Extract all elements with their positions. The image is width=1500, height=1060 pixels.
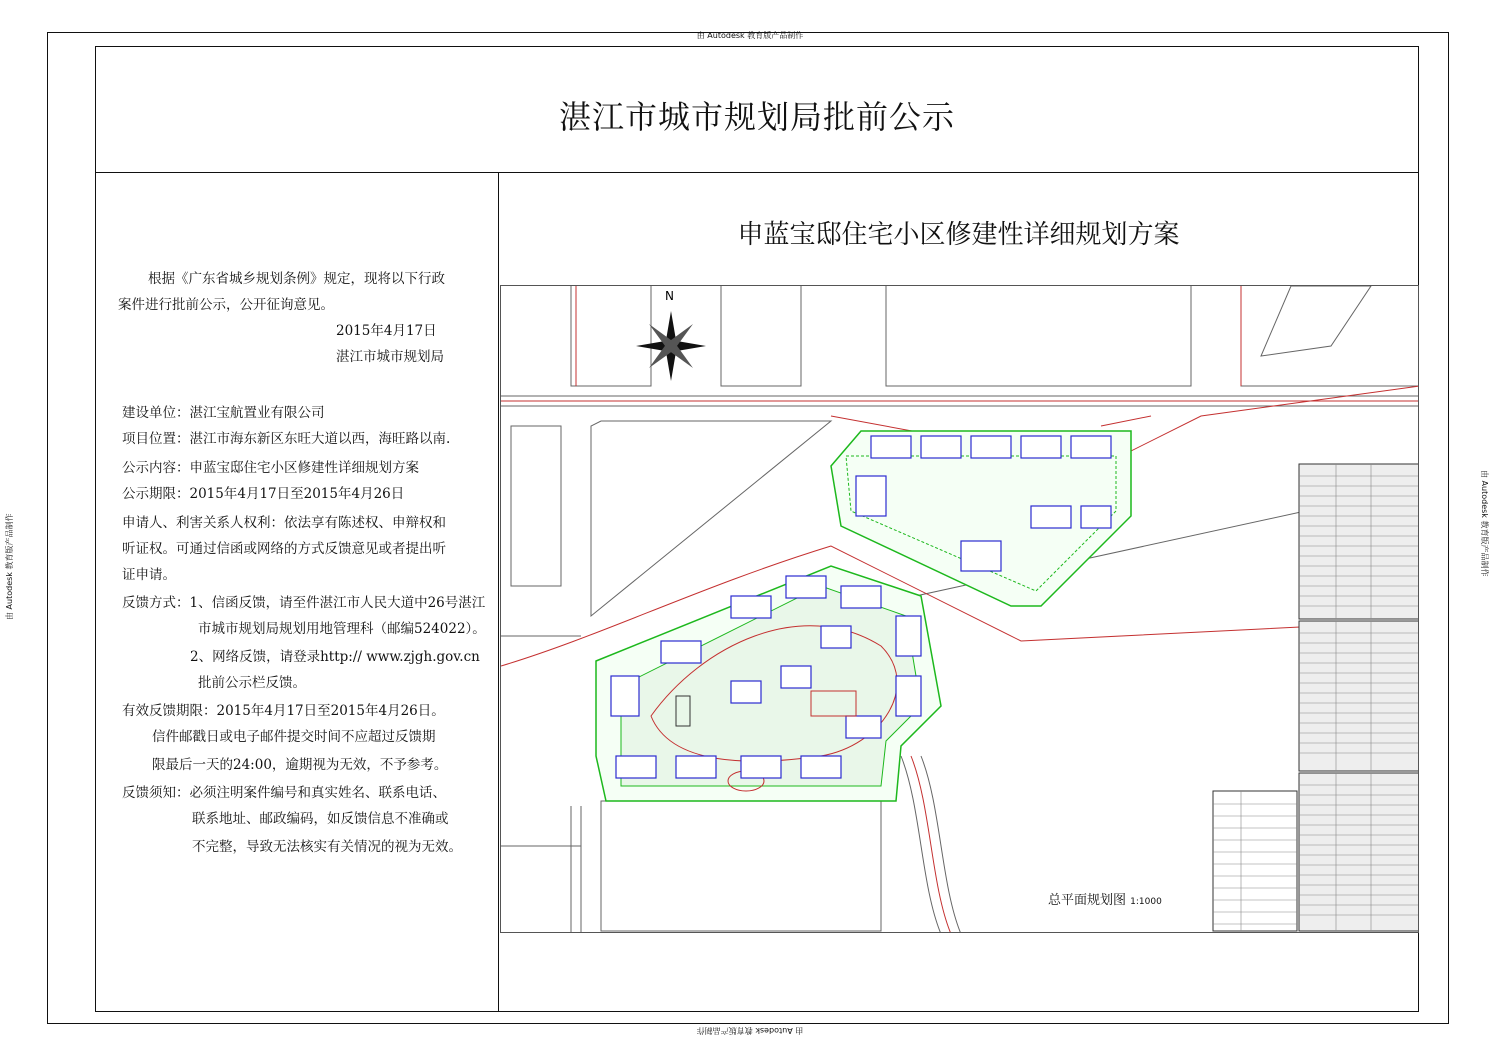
road-edge: [901, 756, 941, 933]
notice-period: 公示期限：2015年4月17日至2015年4月26日: [122, 486, 405, 502]
building: [801, 756, 841, 778]
watermark-left: 由 Autodesk 教育版产品制作: [5, 513, 14, 620]
compass-rose: [636, 311, 706, 381]
building: [856, 476, 886, 516]
building: [731, 681, 761, 703]
valid-feedback-period: 有效反馈期限：2015年4月17日至2015年4月26日。: [122, 703, 445, 719]
building: [896, 676, 921, 716]
road-edge: [921, 756, 961, 933]
building: [731, 596, 771, 618]
building: [961, 541, 1001, 571]
table-legend: [1213, 791, 1297, 931]
postmark-line-1: 信件邮戳日或电子邮件提交时间不应超过反馈期: [152, 729, 436, 745]
north-label: N: [665, 289, 674, 303]
building: [661, 641, 701, 663]
block-outline: [1261, 286, 1371, 356]
building: [786, 576, 826, 598]
notice-line-1: 根据《广东省城乡规划条例》规定，现将以下行政: [148, 271, 445, 287]
block-outline: [721, 286, 801, 386]
building: [611, 676, 639, 716]
building: [676, 756, 716, 778]
plan-scale: 1:1000: [1130, 897, 1162, 907]
building: [741, 756, 781, 778]
road-centerline: [1101, 416, 1151, 426]
building: [921, 436, 961, 458]
site-plan-drawing: [501, 286, 1419, 933]
postmark-line-2: 限最后一天的24:00，逾期视为无效，不予参考。: [152, 757, 448, 773]
building: [846, 716, 881, 738]
block-outline: [886, 286, 1191, 386]
watermark-top: 由 Autodesk 教育版产品制作: [696, 31, 804, 40]
notes-line-2: 联系地址、邮政编码，如反馈信息不准确或: [192, 811, 449, 827]
data-tables: [1213, 464, 1419, 931]
building: [821, 626, 851, 648]
block-outline: [511, 426, 561, 586]
watermark-bottom: 由 Autodesk 教育版产品制作: [696, 1026, 804, 1035]
project-location: 项目位置：湛江市海东新区东旺大道以西，海旺路以南.: [122, 431, 451, 447]
plan-title: 申蓝宝邸住宅小区修建性详细规划方案: [737, 220, 1180, 250]
feedback-line-1: 反馈方式：1、信函反馈，请至件湛江市人民大道中26号湛江: [122, 595, 486, 611]
rights-line-1: 申请人、利害关系人权利：依法享有陈述权、申辩权和: [122, 515, 446, 531]
table-land-index: [1299, 621, 1419, 771]
building: [971, 436, 1011, 458]
building: [1081, 506, 1111, 528]
column-divider: [498, 172, 499, 1012]
notes-line-3: 不完整，导致无法核实有关情况的视为无效。: [192, 839, 462, 855]
building: [616, 756, 656, 778]
building: [871, 436, 911, 458]
plan-label: [1048, 889, 1162, 908]
title-divider: [95, 172, 1419, 173]
notice-date: 2015年4月17日: [336, 323, 437, 339]
rights-line-2: 听证权。可通过信函或网络的方式反馈意见或者提出听: [122, 541, 446, 557]
rights-line-3: 证申请。: [122, 567, 176, 583]
notice-line-2: 案件进行批前公示，公开征询意见。: [118, 297, 334, 313]
building: [1071, 436, 1111, 458]
building: [781, 666, 811, 688]
feedback-line-3: 2、网络反馈，请登录http:// www.zjgh.gov.cn: [190, 649, 480, 665]
site-plan-map: [500, 285, 1419, 933]
watermark-right: 由 Autodesk 教育版产品制作: [1480, 470, 1489, 577]
plan-label-text: 总平面规划图: [1048, 893, 1127, 908]
feedback-line-4: 批前公示栏反馈。: [198, 675, 306, 691]
block-outline: [1241, 286, 1419, 386]
page-title: 湛江市城市规划局批前公示: [558, 98, 955, 136]
building: [1021, 436, 1061, 458]
road-centerline: [911, 756, 951, 933]
table-building-index: [1299, 773, 1419, 931]
feedback-line-2: 市城市规划局规划用地管理科（邮编524022）。: [198, 621, 486, 637]
notice-issuer: 湛江市城市规划局: [336, 349, 444, 365]
notes-line-1: 反馈须知：必须注明案件编号和真实姓名、联系电话、: [122, 785, 446, 801]
block-outline: [601, 801, 881, 931]
building: [841, 586, 881, 608]
notice-content: 公示内容：申蓝宝邸住宅小区修建性详细规划方案: [122, 460, 419, 476]
building: [1031, 506, 1071, 528]
construction-unit: 建设单位：湛江宝航置业有限公司: [122, 405, 325, 421]
block-outline: [571, 286, 651, 386]
building: [896, 616, 921, 656]
